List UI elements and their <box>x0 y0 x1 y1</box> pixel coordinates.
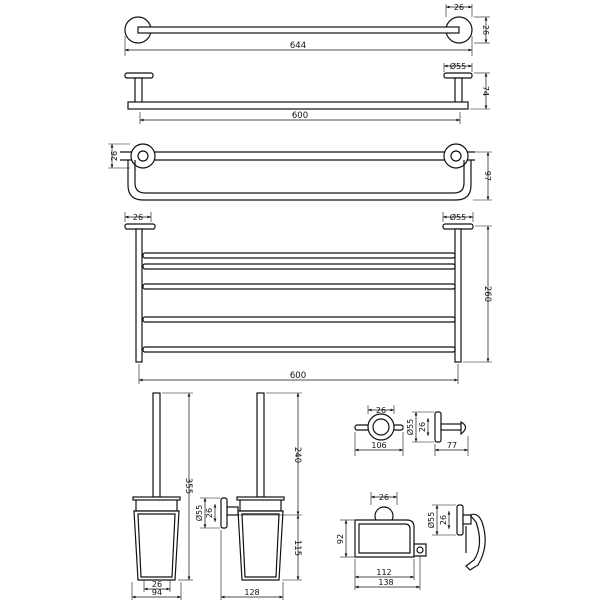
standing-height-label: 355 <box>183 477 193 495</box>
robe-hook-side-depth-label: 26 <box>418 421 427 433</box>
wall-brush-depth-label: 128 <box>244 588 260 597</box>
paper-holder-cover <box>355 520 414 557</box>
rack-right-rosette <box>443 224 473 229</box>
standing-brush-handle <box>153 393 160 497</box>
shelf-rosette-label: 26 <box>110 150 119 162</box>
towel-rail-drawing <box>125 3 490 56</box>
posts-left-rosette <box>125 73 153 78</box>
rack-height-label: 260 <box>482 285 492 303</box>
towel-rail-length-label: 644 <box>289 41 307 51</box>
rack-right-rosette-label: Ø55 <box>449 213 467 222</box>
wall-brush-arm <box>227 507 238 515</box>
posts-right-rosette <box>444 73 472 78</box>
rack-right-leg <box>455 229 461 362</box>
standing-brush-holder-drawing <box>132 393 193 600</box>
wall-brush-handle <box>257 393 264 497</box>
wall-brush-rosette-label: Ø55 <box>195 504 204 522</box>
paper-holder-side-rosette <box>457 505 463 535</box>
paper-holder-inner-label: 112 <box>376 568 392 577</box>
paper-holder-rosette-label: 26 <box>378 493 390 502</box>
robe-hook-side-rosette <box>435 412 441 442</box>
rack-left-rosette <box>125 224 155 229</box>
robe-hook-width-label: 106 <box>371 441 387 450</box>
rack-rail-3 <box>143 284 455 289</box>
rack-left-leg <box>136 229 142 362</box>
paper-holder-width-label: 138 <box>378 578 394 587</box>
shelf-inner-frame <box>135 160 464 193</box>
posts-rosette-label: Ø55 <box>449 62 467 71</box>
robe-hook-side-drawing <box>405 412 468 456</box>
posts-depth-label: 74 <box>481 85 490 97</box>
robe-hook-rosette <box>368 414 394 440</box>
standing-brush-lid <box>136 499 177 511</box>
robe-hook-dia-label: Ø55 <box>406 418 415 436</box>
posts-bar <box>128 102 468 109</box>
towel-shelf-drawing <box>108 144 492 200</box>
wall-brush-lid <box>240 499 281 511</box>
rack-rail-2 <box>143 264 455 269</box>
posts-length-label: 600 <box>291 111 309 121</box>
paper-holder-front-drawing <box>336 492 426 590</box>
paper-holder-side-depth-label: 26 <box>439 514 448 526</box>
posts-right-post <box>455 78 462 103</box>
towel-rail-bar <box>138 27 459 33</box>
rack-left-rosette-label: 26 <box>132 213 144 222</box>
wall-brush-rosette <box>221 498 227 528</box>
paper-holder-dia-label: Ø55 <box>427 511 436 529</box>
towel-rail-rosette-label: 26 <box>453 3 465 12</box>
paper-holder-side-drawing <box>426 505 485 570</box>
rack-rail-1 <box>143 253 455 258</box>
rack-rail-4 <box>143 317 455 322</box>
robe-hook-front-drawing <box>355 405 403 456</box>
robe-hook-rosette-label: 26 <box>375 406 387 415</box>
standing-width-label: 94 <box>151 588 163 597</box>
wall-brush-holder-drawing <box>194 393 302 600</box>
standing-inner-label: 26 <box>151 580 163 589</box>
shelf-outer-frame <box>128 160 471 200</box>
rack-rail-5 <box>143 347 455 352</box>
robe-hook-side-arm <box>441 424 463 430</box>
wall-brush-rosette-depth-label: 26 <box>205 507 214 519</box>
wall-brush-upper-label: 240 <box>292 446 302 464</box>
towel-rail-depth-label: 26 <box>481 24 490 36</box>
robe-hook-depth-label: 77 <box>446 441 458 450</box>
towel-rack-drawing <box>125 212 492 384</box>
shelf-height-label: 97 <box>483 170 492 182</box>
wall-brush-lower-label: 115 <box>292 539 302 557</box>
paper-holder-height-label: 92 <box>336 533 345 545</box>
posts-left-post <box>135 78 142 103</box>
towel-rail-posts-drawing <box>125 61 490 124</box>
rack-length-label: 600 <box>289 371 307 381</box>
